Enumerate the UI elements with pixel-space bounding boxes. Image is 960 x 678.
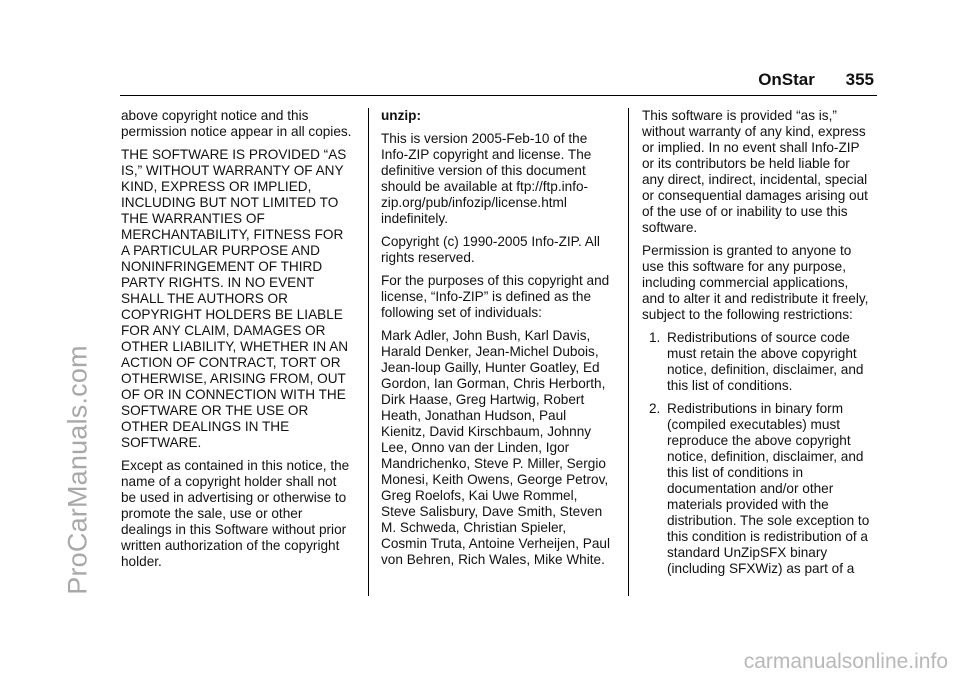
paragraph: Except as contained in this notice, the name of a copyright holder shall not be used in advertising or otherwise to promote the sale, use or other dealings in this Software without prior written authorization of the copyright holder.	[121, 458, 350, 569]
side-watermark: ProCarManuals.com	[62, 345, 93, 595]
paragraph: Copyright (c) 1990-2005 Info-ZIP. All rights reserved.	[381, 234, 600, 265]
text-column-1	[121, 108, 353, 577]
page-header	[758, 70, 874, 90]
paragraph: This is version 2005-Feb-10 of the Info-ZIP copyright and license. The definitive version of this document should be available at ftp://ftp.info-zip.org/pub/infozip/license.html indefinitely.	[381, 131, 592, 226]
list-item-number: 1.	[649, 330, 661, 345]
text-column-2	[381, 108, 613, 575]
section-heading: unzip:	[381, 108, 422, 123]
restrictions-list	[642, 330, 874, 577]
paragraph: THE SOFTWARE IS PROVIDED “AS IS,” WITHOUT WARRANTY OF ANY KIND, EXPRESS OR IMPLIED, INCLUDING BUT NOT LIMITED TO THE WARRANTIES OF MERCHANTABILITY, FITNESS FOR A PARTICULAR PURPOSE AND NONINFRINGEMENT OF THIRD PARTY RIGHTS. IN NO EVENT SHALL THE AUTHORS OR COPYRIGHT HOLDERS BE LIABLE FOR ANY CLAIM, DAMAGES OR OTHER LIABILITY, WHETHER IN AN ACTION OF CONTRACT, TORT OR OTHERWISE, ARISING FROM, OUT OF OR IN CONNECTION WITH THE SOFTWARE OR THE USE OR OTHER DEALINGS IN THE SOFTWARE.	[121, 147, 349, 450]
column-divider	[368, 108, 369, 596]
section-title: OnStar	[758, 70, 815, 89]
text-column-3	[642, 108, 874, 584]
list-item-text: Redistributions in binary form (compiled executables) must reproduce the above copyright notice, definition, disclaimer, and this list of conditions in documentation and/or other materials provided with the distribution. The sole exception to this condition is redistribution of a standard UnZipSFX binary (including SFXWiz) as part of a	[667, 401, 870, 576]
paragraph: Mark Adler, John Bush, Karl Davis, Harald Denker, Jean-Michel Dubois, Jean-loup Gailly, Hunter Goatley, Ed Gordon, Ian Gorman, Chris Herborth, Dirk Haase, Greg Hartwig, Robert Heath, Jonathan Hudson, Paul Kienitz, David Kirschbaum, Johnny Lee, Onno van der Linden, Igor Mandrichenko, Steve P. Miller, Sergio Monesi, Keith Owens, George Petrov, Greg Roelofs, Kai Uwe Rommel, Steve Salisbury, Dave Smith, Steven M. Schweda, Christian Spieler, Cosmin Truta, Antoine Verheijen, Paul von Behren, Rich Wales, Mike White.	[381, 328, 610, 567]
footer-watermark: carmanualsonline.info	[743, 650, 948, 673]
header-divider	[120, 95, 877, 96]
list-item	[642, 401, 874, 577]
paragraph: Permission is granted to anyone to use this software for any purpose, including commercial applications, and to alter it and redistribute it freely, subject to the following restrictions:	[642, 243, 869, 322]
column-divider	[628, 108, 629, 596]
paragraph: above copyright notice and this permission notice appear in all copies.	[121, 108, 352, 139]
paragraph: This software is provided “as is,” without warranty of any kind, express or implied. In no event shall Info-ZIP or its contributors be held liable for any direct, indirect, incidental, special or consequential damages arising out of the use of or inability to use this software.	[642, 108, 868, 235]
page-number: 355	[845, 70, 874, 89]
list-item-number: 2.	[649, 401, 661, 416]
list-item-text: Redistributions of source code must retain the above copyright notice, definition, disclaimer, and this list of conditions.	[667, 330, 864, 393]
list-item	[642, 330, 874, 394]
paragraph: For the purposes of this copyright and license, “Info-ZIP” is defined as the following set of individuals:	[381, 273, 610, 320]
